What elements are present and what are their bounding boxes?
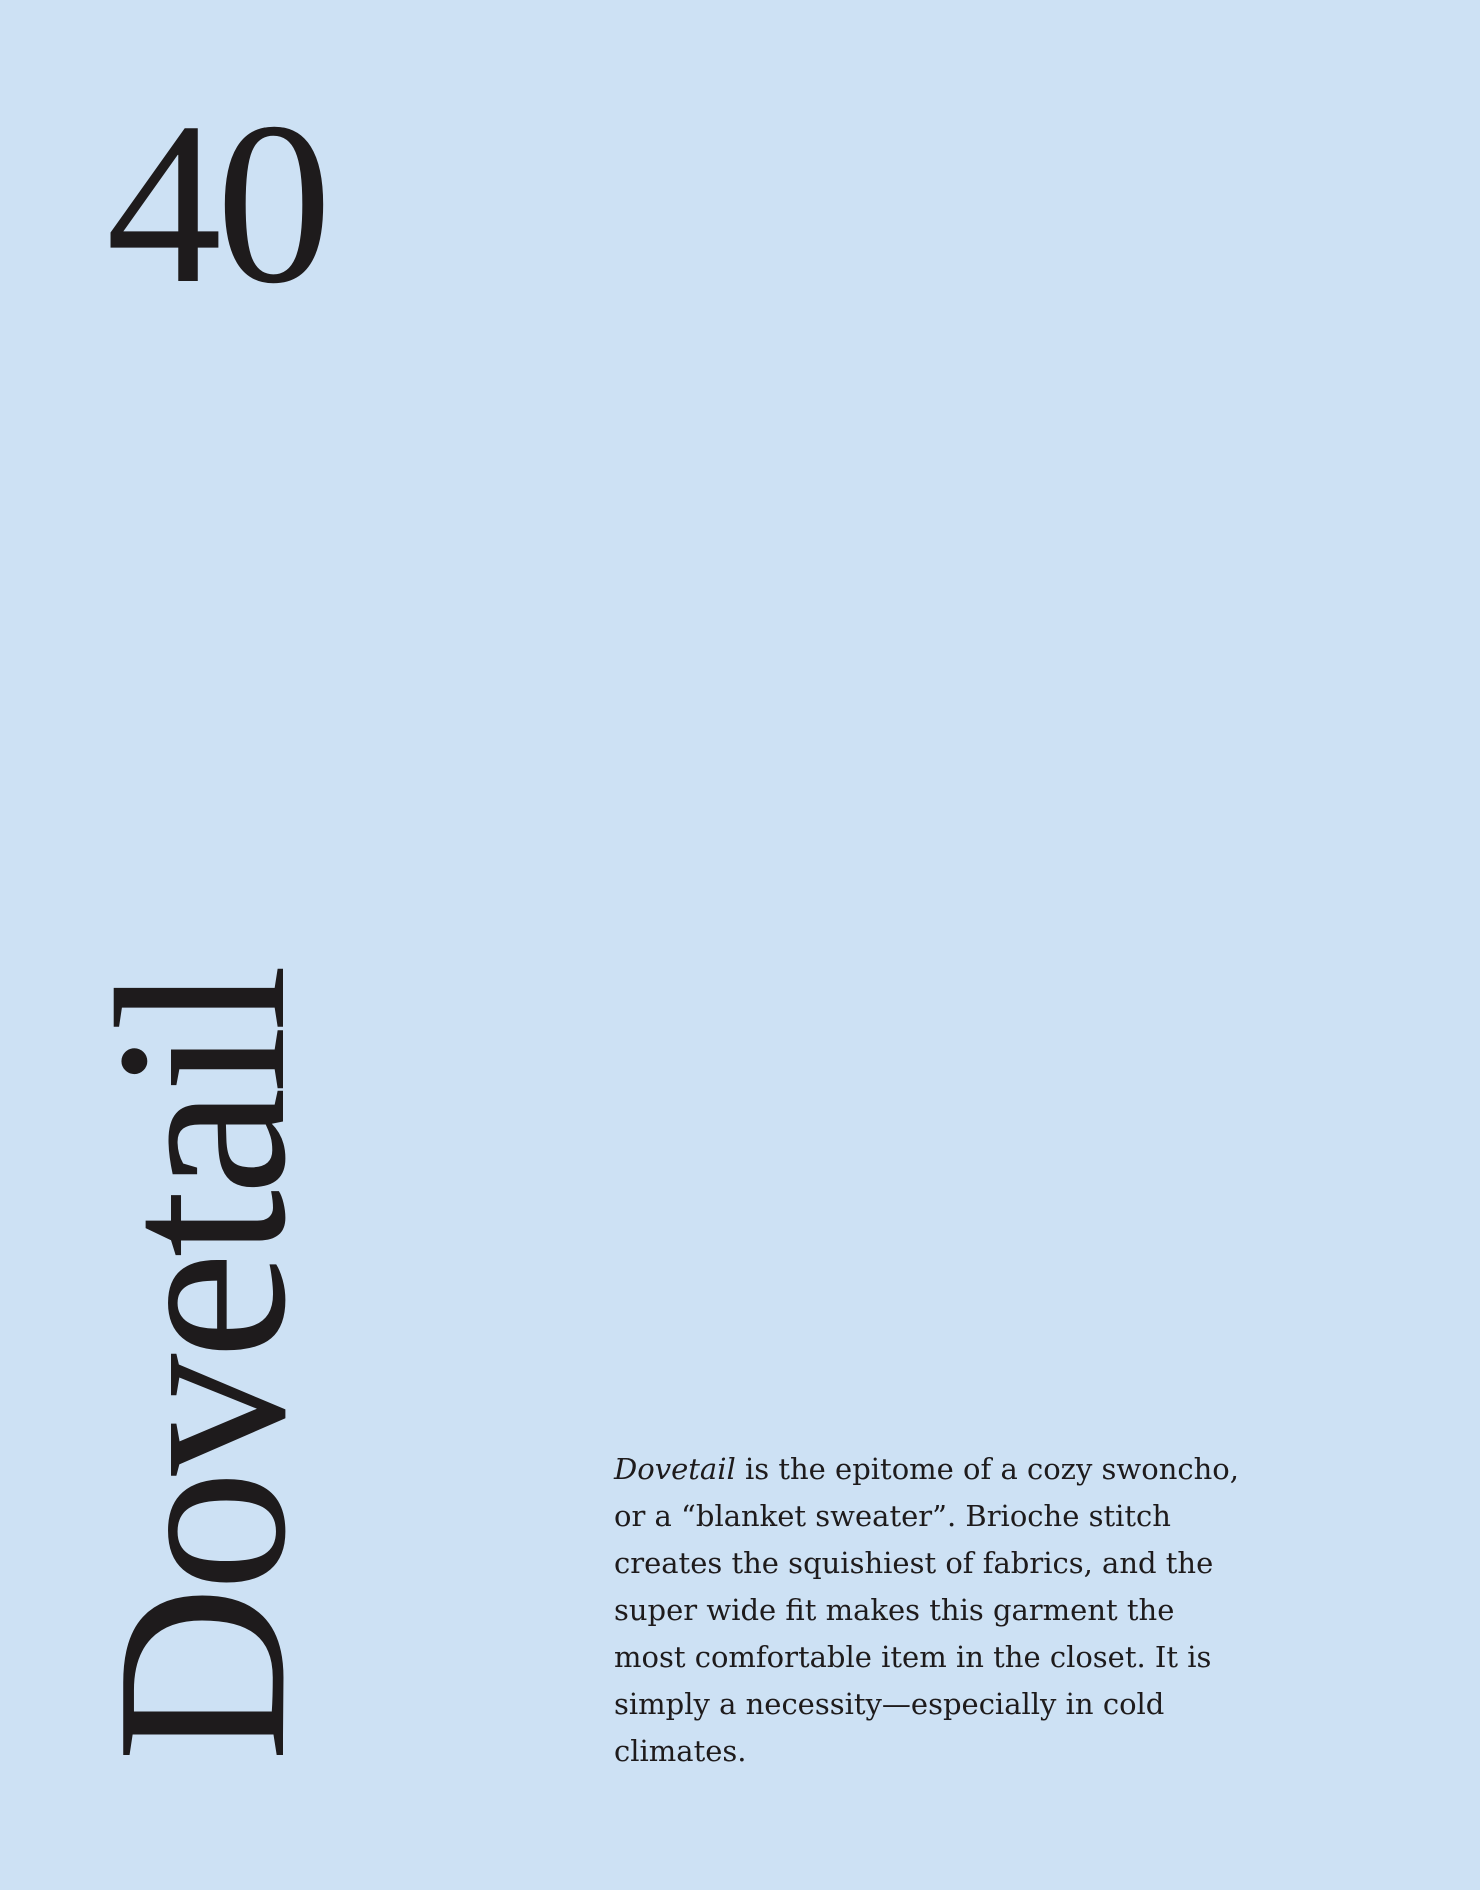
description-line: or a “blanket sweater”. Brioche stitch [614,1499,1171,1533]
page-number: 40 [106,75,326,332]
description-line: super wide fit makes this garment the [614,1593,1175,1627]
description-line: most comfortable item in the closet. It is [614,1640,1212,1674]
description-line: climates. [614,1734,747,1768]
description-line: simply a necessity—especially in cold [614,1687,1165,1721]
pattern-description [614,1446,1264,1775]
description-text: is the epitome of a cozy swoncho, [735,1452,1239,1486]
description-line: creates the squishiest of fabrics, and the [614,1546,1214,1580]
description-line [614,1446,1264,1493]
description-title-italic: Dovetail [614,1452,736,1486]
title-container [66,969,336,1762]
pattern-title: Dovetail [66,969,336,1762]
